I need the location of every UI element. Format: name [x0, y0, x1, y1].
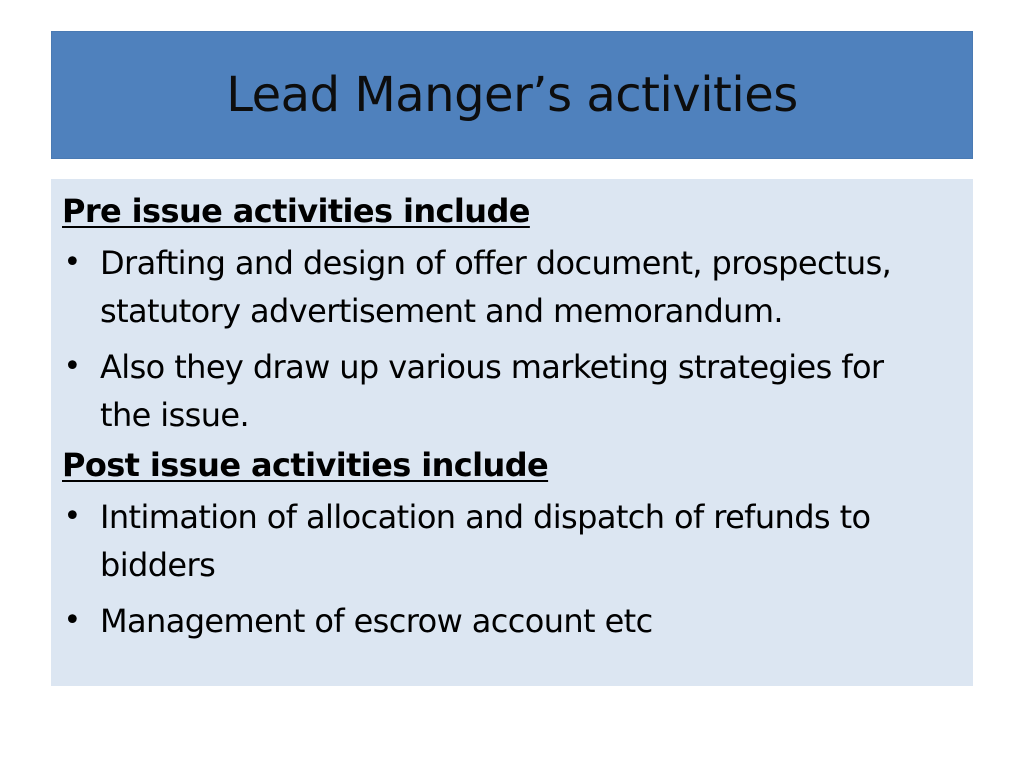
title-box	[51, 31, 973, 159]
bullet-list-pre-issue	[62, 239, 963, 439]
bullet-text: Intimation of allocation and dispatch of refunds to bidders	[100, 498, 871, 584]
content-box	[51, 179, 973, 686]
bullet-icon: •	[63, 499, 81, 534]
slide-title: Lead Manger’s activities	[226, 67, 798, 123]
bullet-text: Drafting and design of offer document, prospectus, statutory advertisement and memorandum.	[100, 244, 892, 330]
section-heading-post-issue: Post issue activities include	[62, 446, 549, 484]
bullet-icon: •	[63, 349, 81, 384]
bullet-item	[62, 493, 932, 589]
bullet-item	[62, 239, 932, 335]
bullet-icon: •	[63, 245, 81, 280]
bullet-list-post-issue	[62, 493, 963, 645]
bullet-item	[62, 343, 932, 439]
bullet-text: Management of escrow account etc	[100, 602, 653, 640]
bullet-icon: •	[63, 603, 81, 638]
bullet-item	[62, 597, 932, 645]
section-heading-pre-issue: Pre issue activities include	[62, 192, 530, 230]
bullet-text: Also they draw up various marketing strategies for the issue.	[100, 348, 884, 434]
